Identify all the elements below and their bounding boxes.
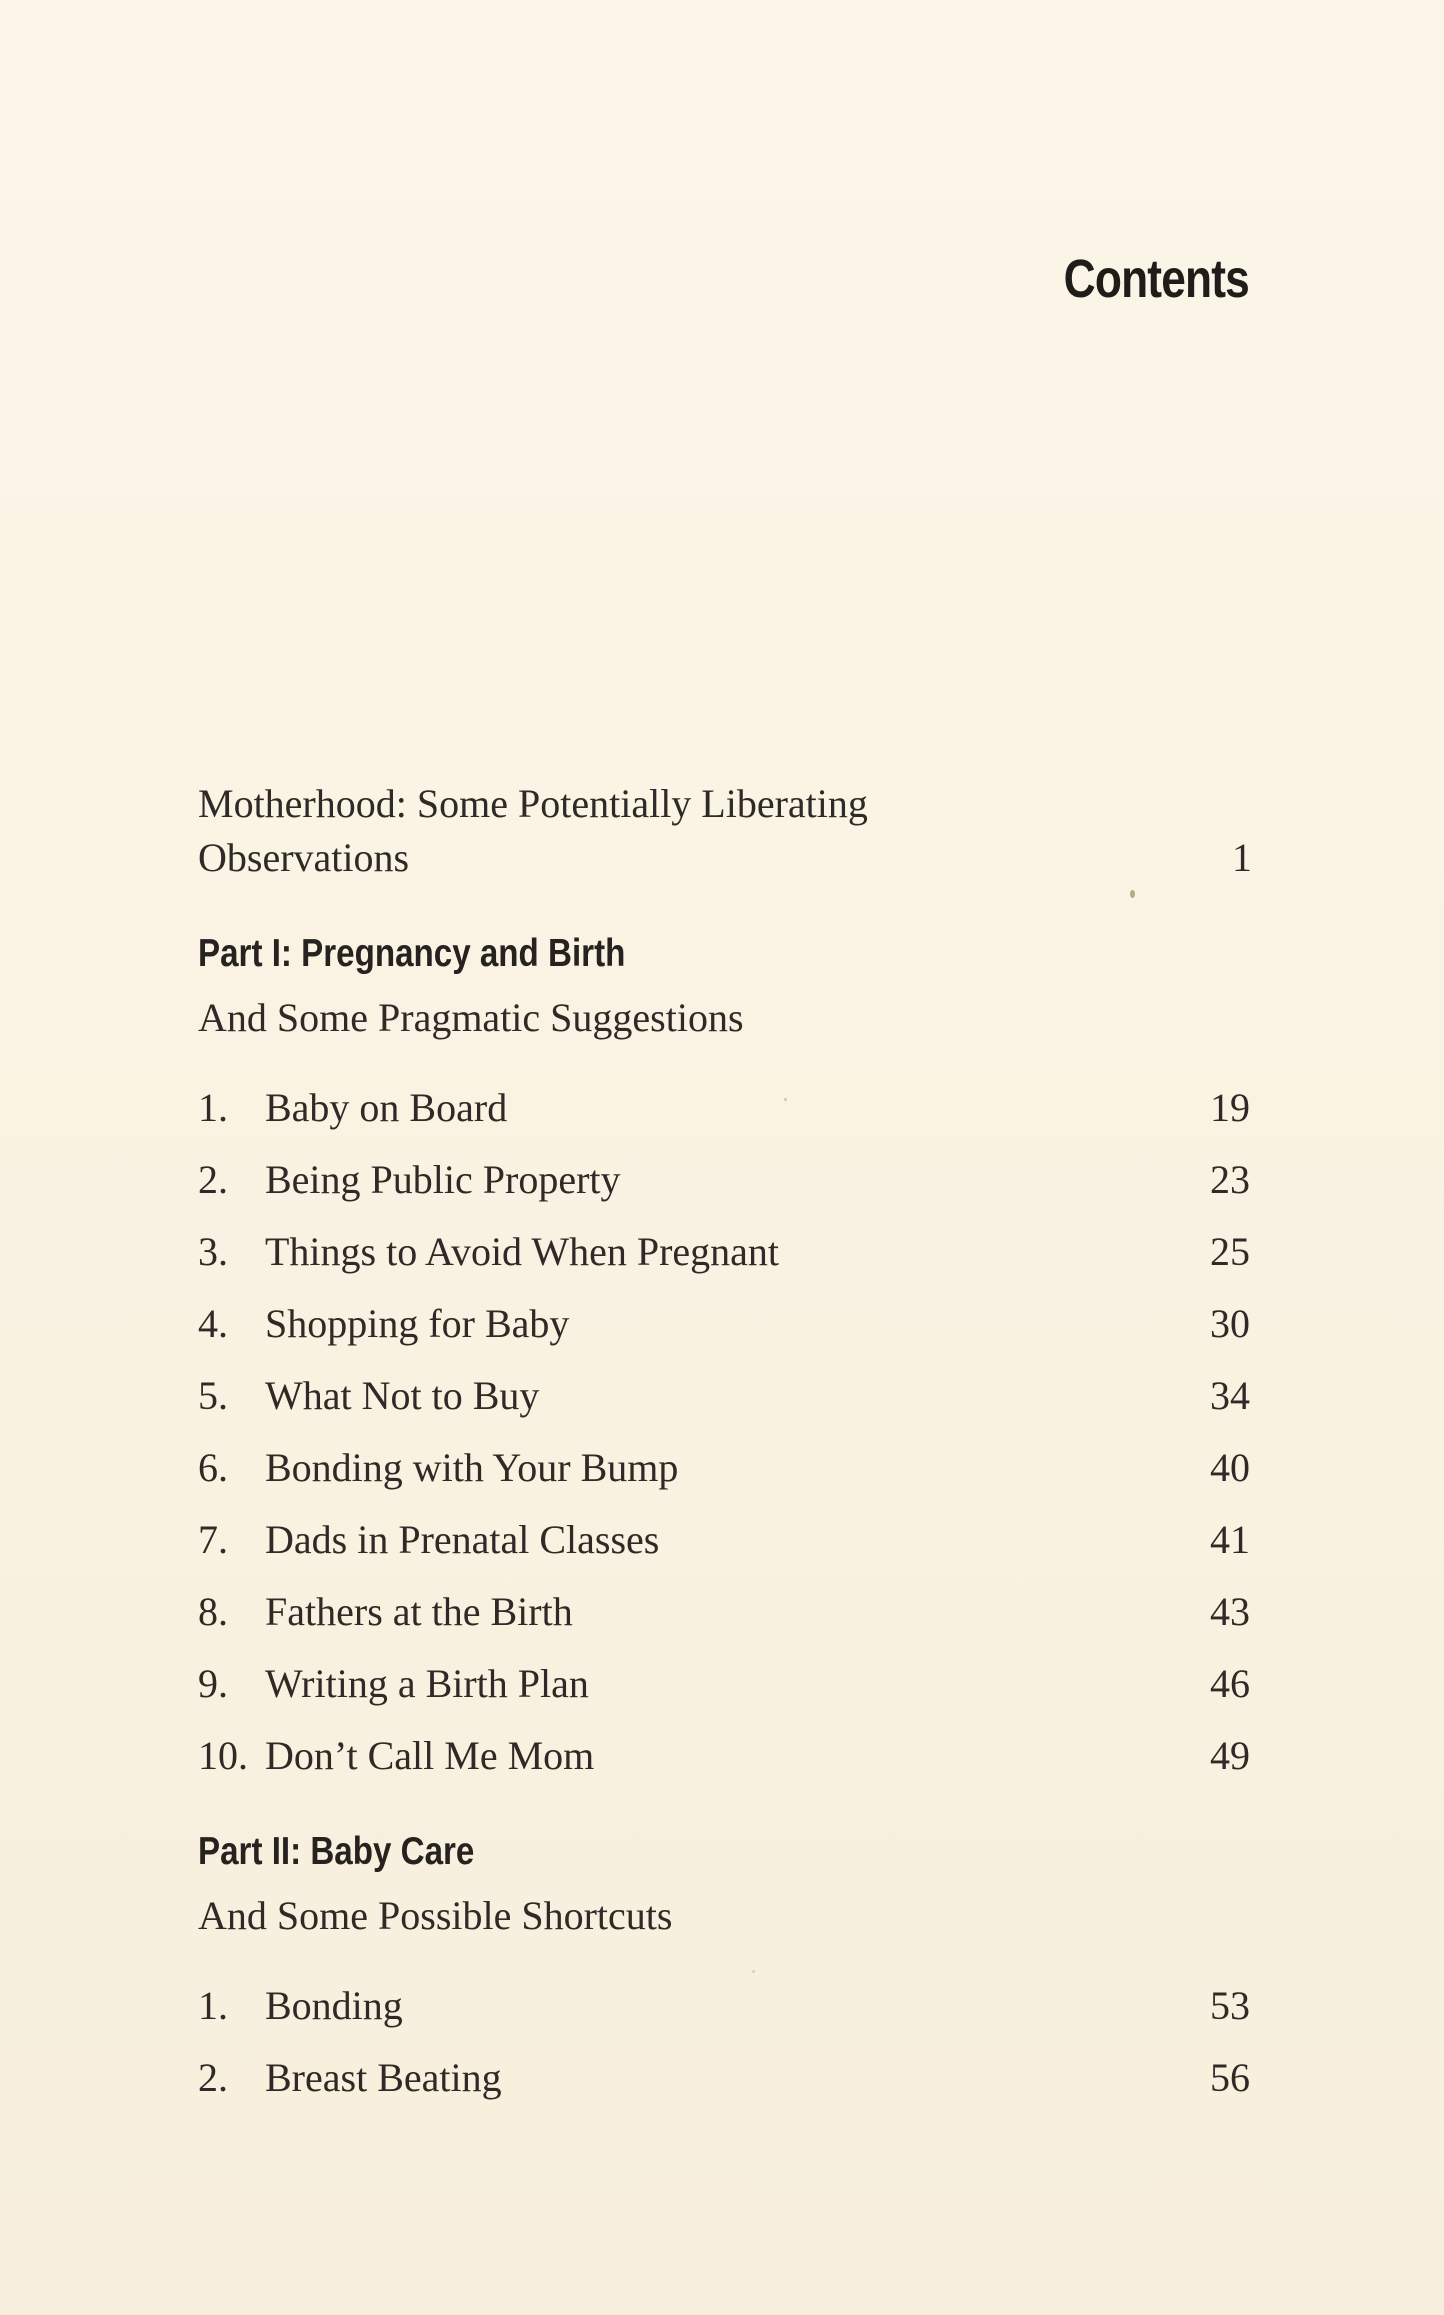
toc-entry	[198, 1444, 1254, 1500]
entry-number: 1.	[198, 1085, 228, 1130]
entry-number: 2.	[198, 2055, 228, 2100]
entry-number: 2.	[198, 1157, 228, 1202]
toc-entry	[198, 1660, 1254, 1716]
entry-number: 4.	[198, 1301, 228, 1346]
toc-entry	[198, 1516, 1254, 1572]
entry-page-number: 49	[1210, 1733, 1250, 1778]
intro-page-number: 1	[1232, 835, 1252, 880]
intro-title-line1: Motherhood: Some Potentially Liberating	[198, 781, 868, 826]
entry-page-number: 46	[1210, 1661, 1250, 1706]
entry-title: Don’t Call Me Mom	[265, 1733, 595, 1778]
paper-speck	[752, 1970, 755, 1973]
entry-title: Shopping for Baby	[265, 1301, 570, 1346]
contents-heading: Contents	[1063, 249, 1249, 309]
entry-number: 5.	[198, 1373, 228, 1418]
entry-title: Being Public Property	[265, 1157, 621, 1202]
toc-entry	[198, 1732, 1254, 1788]
entry-page-number: 34	[1210, 1373, 1250, 1418]
entry-title: Fathers at the Birth	[265, 1589, 573, 1634]
entry-title: Bonding with Your Bump	[265, 1445, 679, 1490]
entry-page-number: 19	[1210, 1085, 1250, 1130]
entry-title: What Not to Buy	[265, 1373, 540, 1418]
toc-entry	[198, 1156, 1254, 1212]
entry-page-number: 53	[1210, 1983, 1250, 2028]
part-2-title: Part II: Baby Care	[198, 1830, 475, 1873]
entry-title: Breast Beating	[265, 2055, 502, 2100]
part-2-subtitle: And Some Possible Shortcuts	[198, 1893, 673, 1938]
entry-number: 6.	[198, 1445, 228, 1490]
entry-number: 3.	[198, 1229, 228, 1274]
entry-title: Bonding	[265, 1983, 403, 2028]
entry-page-number: 41	[1210, 1517, 1250, 1562]
entry-number: 8.	[198, 1589, 228, 1634]
paper-speck	[1130, 890, 1135, 898]
entry-number: 10.	[198, 1733, 248, 1778]
entry-number: 1.	[198, 1983, 228, 2028]
part-1-subtitle: And Some Pragmatic Suggestions	[198, 995, 744, 1040]
entry-page-number: 43	[1210, 1589, 1250, 1634]
entry-number: 7.	[198, 1517, 228, 1562]
toc-entry	[198, 1982, 1254, 2038]
toc-entry	[198, 1300, 1254, 1356]
entry-page-number: 23	[1210, 1157, 1250, 1202]
entry-page-number: 56	[1210, 2055, 1250, 2100]
entry-page-number: 30	[1210, 1301, 1250, 1346]
part-1-title: Part I: Pregnancy and Birth	[198, 932, 626, 975]
paper-speck	[784, 1098, 787, 1101]
entry-page-number: 40	[1210, 1445, 1250, 1490]
toc-entry	[198, 1588, 1254, 1644]
toc-entry	[198, 1228, 1254, 1284]
entry-title: Writing a Birth Plan	[265, 1661, 589, 1706]
entry-number: 9.	[198, 1661, 228, 1706]
entry-page-number: 25	[1210, 1229, 1250, 1274]
entry-title: Baby on Board	[265, 1085, 508, 1130]
intro-title-line2: Observations	[198, 835, 410, 880]
toc-entry	[198, 1372, 1254, 1428]
toc-entry	[198, 2054, 1254, 2110]
toc-entry	[198, 1084, 1254, 1140]
entry-title: Things to Avoid When Pregnant	[265, 1229, 780, 1274]
entry-title: Dads in Prenatal Classes	[265, 1517, 660, 1562]
